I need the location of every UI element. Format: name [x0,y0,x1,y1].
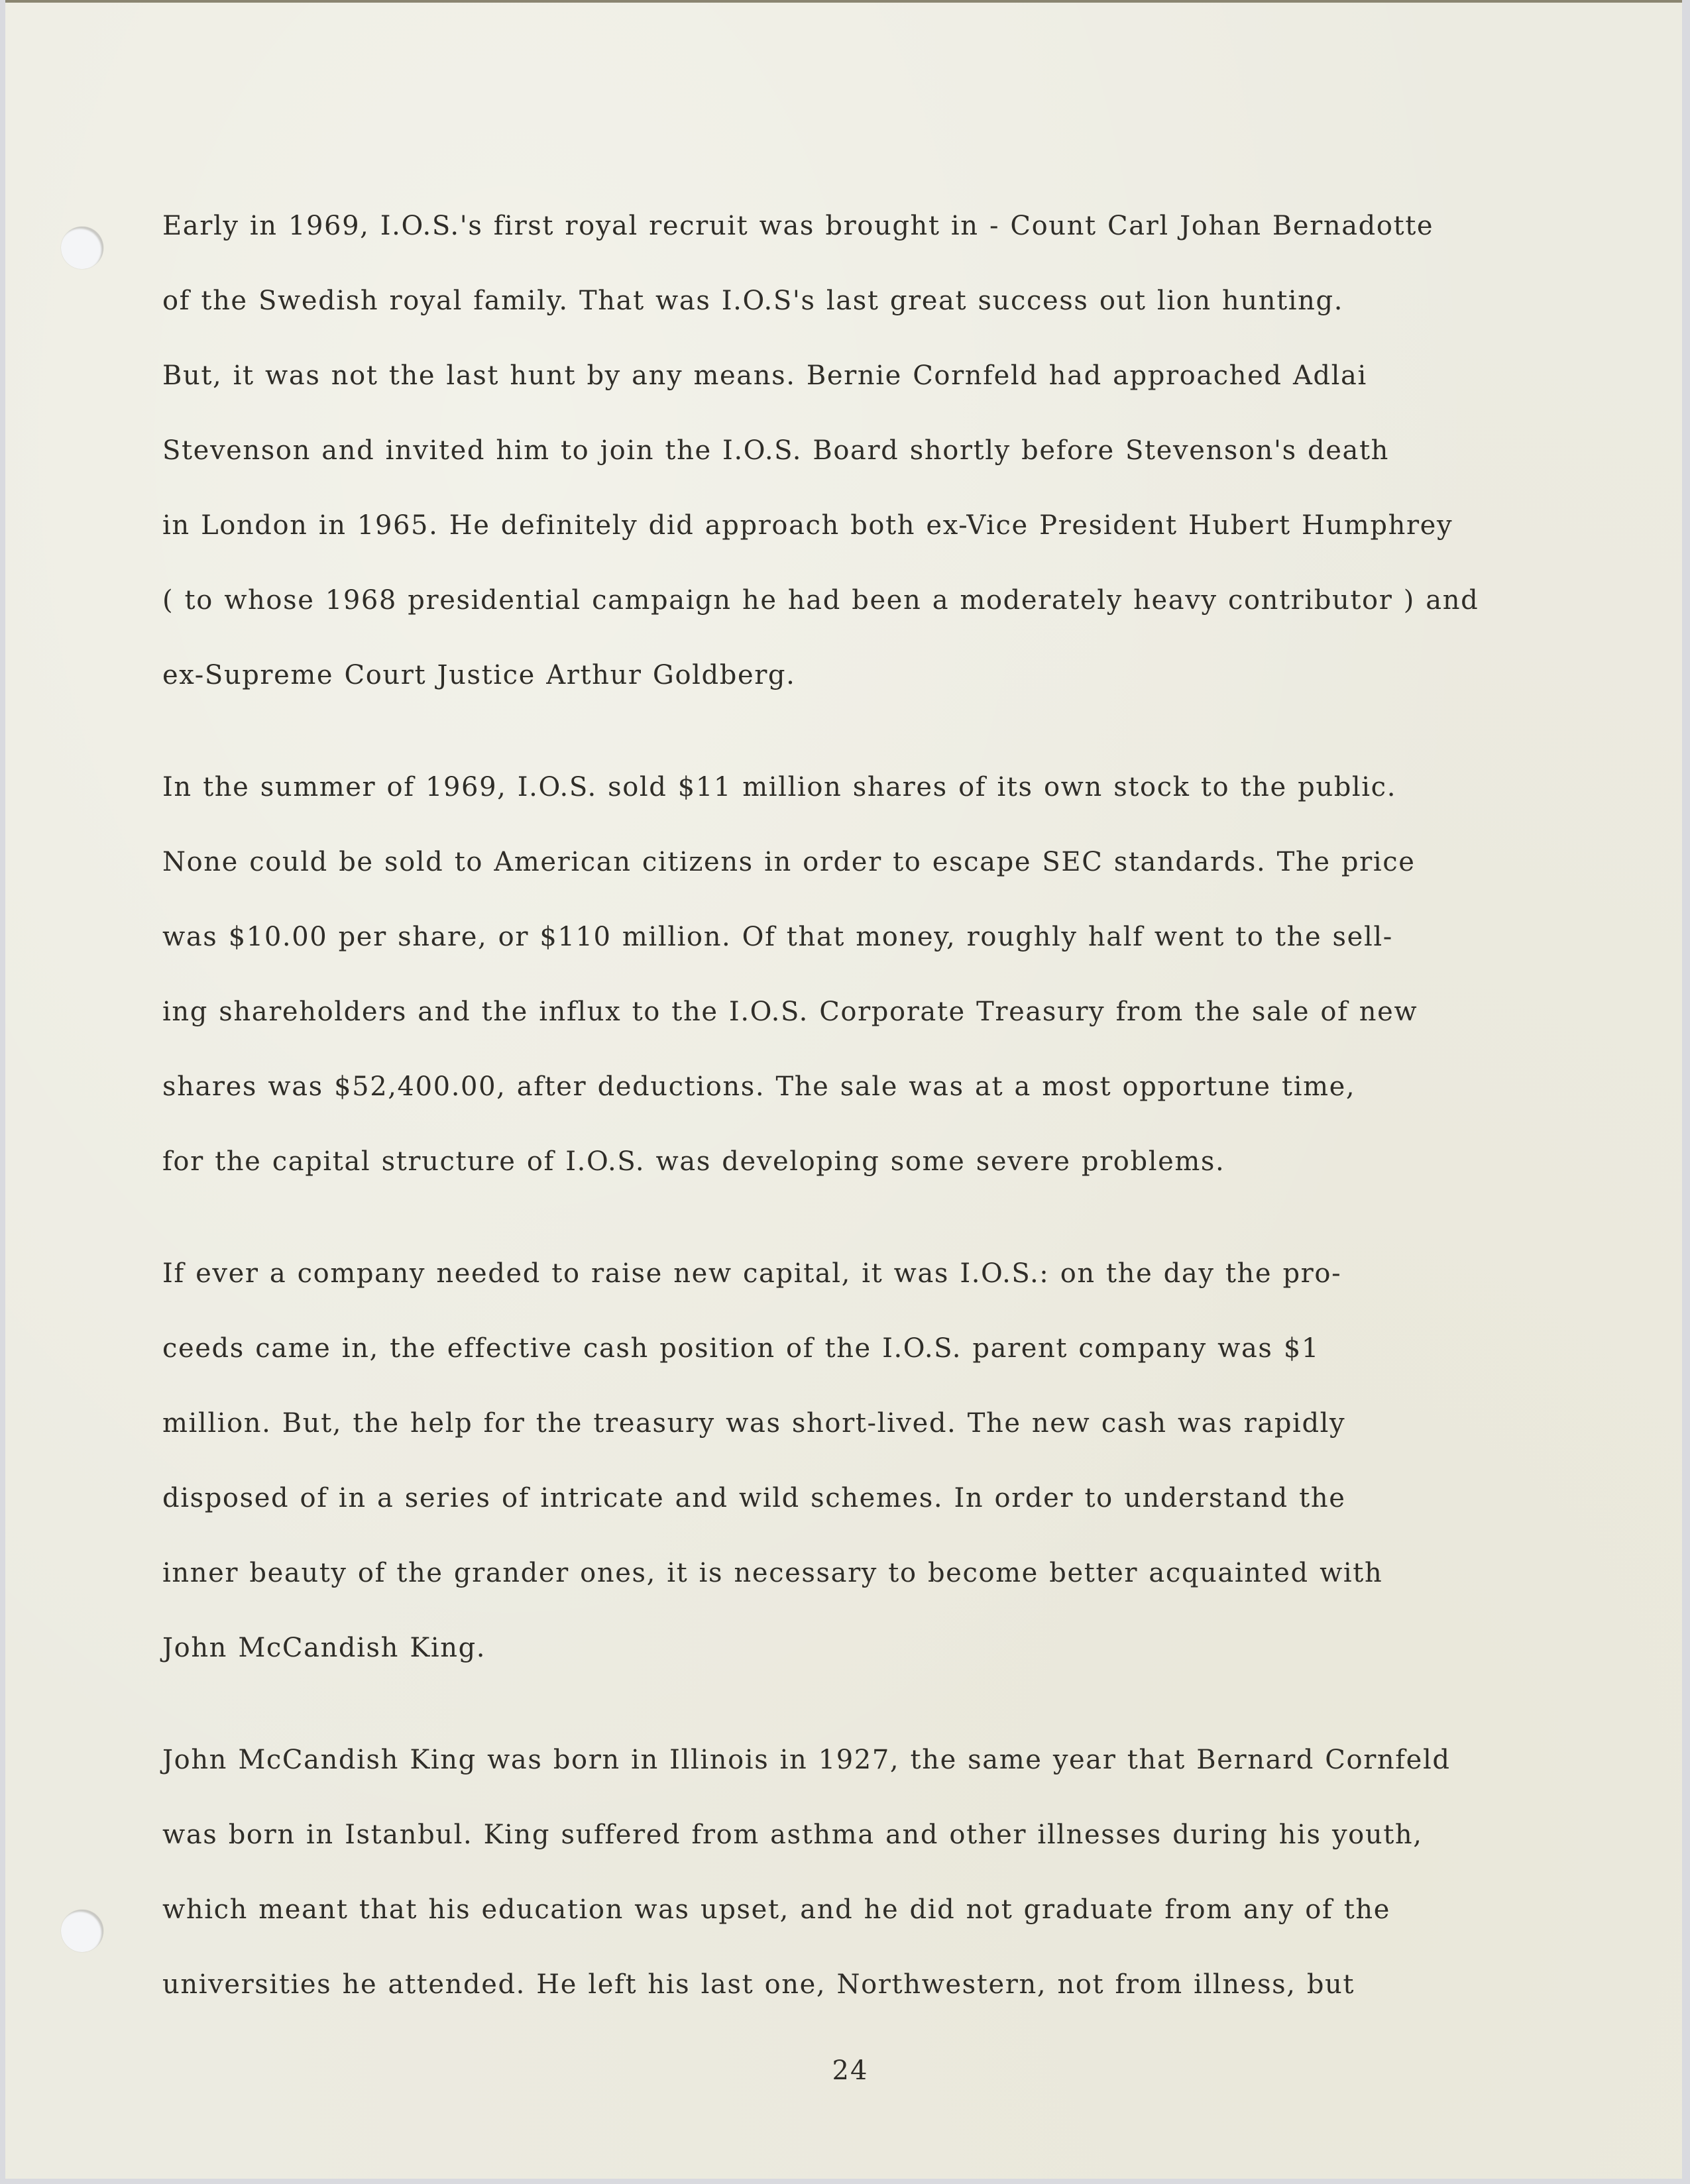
paragraph-1 [162,196,1607,720]
page-number: 24 [832,2055,869,2086]
text-line: in London in 1965. He definitely did approach both ex-Vice President Hubert Humphrey [162,510,1453,541]
text-line: In the summer of 1969, I.O.S. sold $11 million shares of its own stock to the public. [162,772,1397,802]
text-line: which meant that his education was upset, and he did not graduate from any of the [162,1894,1391,1925]
text-line: ceeds came in, the effective cash position of the I.O.S. parent company was $1 [162,1333,1320,1364]
text-line: of the Swedish royal family. That was I.O.S's last great success out lion hunting. [162,286,1344,316]
text-line: Stevenson and invited him to join the I.O.S. Board shortly before Stevenson's death [162,435,1389,466]
text-line: If ever a company needed to raise new capital, it was I.O.S.: on the day the pro- [162,1258,1342,1289]
body-text [162,196,1607,2067]
text-line: But, it was not the last hunt by any means. Bernie Cornfeld had approached Adlai [162,360,1367,391]
text-line: John McCandish King was born in Illinois in 1927, the same year that Bernard Cornfeld [162,1745,1451,1775]
text-line: was born in Istanbul. King suffered from asthma and other illnesses during his youth, [162,1820,1423,1850]
document-page [5,0,1682,2179]
paragraph-2 [162,757,1607,1207]
paragraph-3 [162,1244,1607,1693]
text-line: ex-Supreme Court Justice Arthur Goldberg. [162,660,796,690]
text-line: million. But, the help for the treasury was short-lived. The new cash was rapidly [162,1408,1346,1439]
text-line: universities he attended. He left his last one, Northwestern, not from illness, but [162,1969,1355,2000]
text-line: None could be sold to American citizens in order to escape SEC standards. The price [162,847,1416,877]
text-line: inner beauty of the grander ones, it is necessary to become better acquainted with [162,1558,1383,1588]
text-line: for the capital structure of I.O.S. was developing some severe problems. [162,1146,1225,1177]
paragraph-4 [162,1730,1607,2030]
text-line: John McCandish King. [162,1633,486,1663]
punch-hole-top [61,227,103,269]
text-line: shares was $52,400.00, after deductions. The sale was at a most opportune time, [162,1071,1356,1102]
text-line: ( to whose 1968 presidential campaign he had been a moderately heavy contributor ) and [162,585,1479,616]
text-line: was $10.00 per share, or $110 million. Of that money, roughly half went to the sell- [162,922,1393,952]
text-line: ing shareholders and the influx to the I.O.S. Corporate Treasury from the sale of new [162,997,1418,1027]
punch-hole-bottom [61,1910,103,1952]
text-line: Early in 1969, I.O.S.'s first royal recruit was brought in - Count Carl Johan Bernadotte [162,211,1434,241]
text-line: disposed of in a series of intricate and wild schemes. In order to understand the [162,1483,1346,1513]
